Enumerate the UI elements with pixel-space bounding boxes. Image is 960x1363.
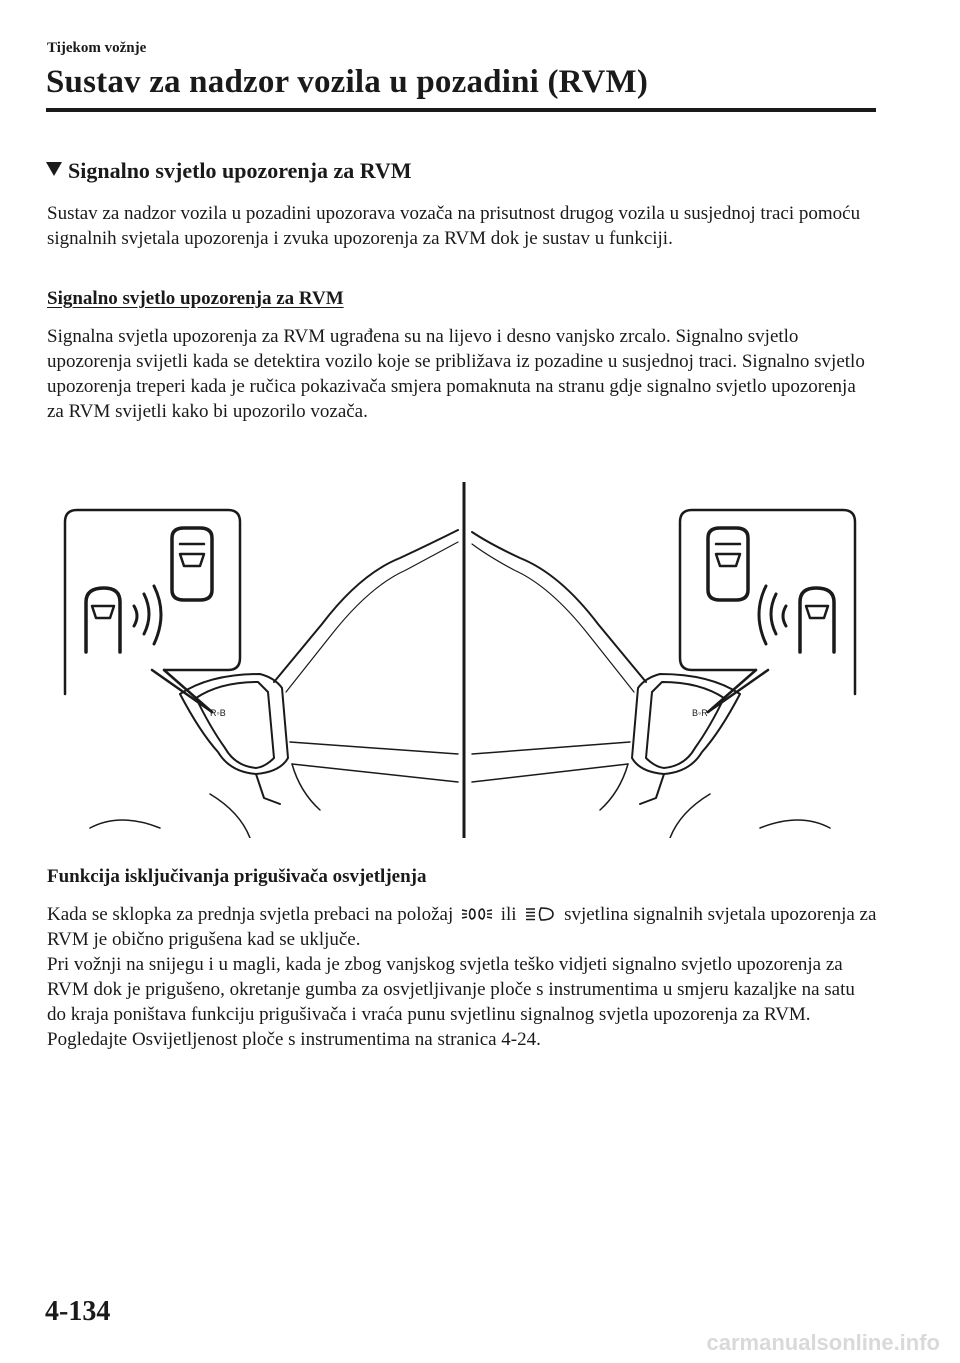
- left-mirror-drawing: [65, 510, 458, 838]
- chapter-label: Tijekom vožnje: [47, 40, 147, 56]
- page-title: Sustav za nadzor vozila u pozadini (RVM): [46, 64, 649, 100]
- parking-light-icon: [460, 905, 494, 923]
- dimmer-snow-fog-text: Pri vožnji na snijegu i u magli, kada je zbog vanjskog svjetla teško vidjeti signalno svjetlo upozorenja za RVM dok je prigušeno, okretanje gumba za osvjetljivanje ploče s instrumentima u smjeru kazaljke na satu do kraja poništava funkciju prigušivača i vraća punu svjetlinu signalnog svjetla upozorenja za RVM.: [47, 954, 855, 1025]
- dimmer-paragraph: [47, 902, 877, 1052]
- section-heading-text: Signalno svjetlo upozorenja za RVM: [68, 158, 412, 183]
- subsection-heading-dimmer: Funkcija isključivanja prigušivača osvjetljenja: [47, 866, 427, 887]
- warning-light-paragraph: Signalna svjetla upozorenja za RVM ugrađena su na lijevo i desno vanjsko zrcalo. Signalno svjetlo upozorenja svijetli kada se detektira vozilo koje se približava iz pozadine u susjednoj traci. Signalno svjetlo upozorenja treperi kada je ručica pokazivača smjera pomaknuta na stranu gdje signalno svjetlo upozorenja za RVM svijetli kako bi upozorilo vozača.: [47, 326, 865, 422]
- svg-text:B◦R: B◦R: [692, 708, 708, 718]
- intro-paragraph: Sustav za nadzor vozila u pozadini upozorava vozača na prisutnost drugog vozila u susjednoj traci pomoću signalnih svjetala upozorenja i zvuka upozorenja za RVM dok je sustav u funkciji.: [47, 203, 861, 249]
- title-divider: [46, 108, 876, 112]
- subsection-heading-warning-light: Signalno svjetlo upozorenja za RVM: [47, 288, 344, 309]
- dimmer-text-or: ili: [500, 904, 517, 925]
- section-heading: [46, 158, 411, 184]
- triangle-bullet-icon: [46, 162, 62, 176]
- headlight-low-beam-icon: [523, 905, 557, 923]
- dimmer-reference-text: Pogledajte Osvijetljenost ploče s instrumentima na stranica 4-24.: [47, 1029, 541, 1050]
- mirror-illustration: [60, 482, 860, 838]
- right-mirror-drawing: [472, 510, 855, 838]
- svg-text:R◦B: R◦B: [210, 708, 226, 718]
- watermark: carmanualsonline.info: [706, 1330, 940, 1355]
- dimmer-text-end: svjetlina signalnih svjetala upozorenja za RVM je obično prigušena kad se uključe.: [47, 904, 877, 950]
- dimmer-text-start: Kada se sklopka za prednja svjetla prebaci na položaj: [47, 904, 454, 925]
- page-number: 4-134: [45, 1296, 111, 1327]
